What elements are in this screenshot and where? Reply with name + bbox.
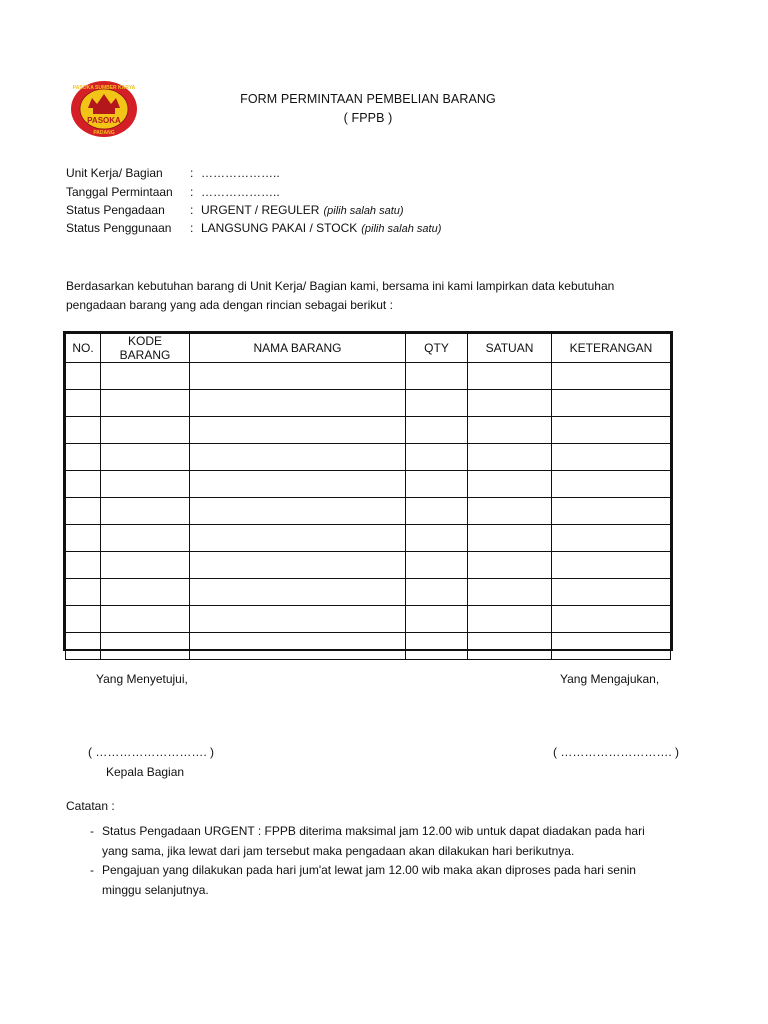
table-cell[interactable] xyxy=(468,552,552,579)
info-hint: (pilih salah satu) xyxy=(323,205,404,217)
table-cell[interactable] xyxy=(468,498,552,525)
notes-title: Catatan : xyxy=(66,799,115,813)
table-cell[interactable] xyxy=(101,390,190,417)
table-row xyxy=(66,525,671,552)
column-header-satuan: SATUAN xyxy=(468,334,552,363)
table-cell[interactable] xyxy=(406,633,468,660)
table-cell[interactable] xyxy=(468,525,552,552)
table-row xyxy=(66,390,671,417)
table-cell[interactable] xyxy=(66,390,101,417)
info-value-text: LANGSUNG PAKAI / STOCK xyxy=(201,221,358,235)
table-cell[interactable] xyxy=(406,552,468,579)
column-header-qty: QTY xyxy=(406,334,468,363)
table-cell[interactable] xyxy=(66,498,101,525)
requester-name-blank: ( ………………………. ) xyxy=(553,745,679,759)
table-cell[interactable] xyxy=(101,525,190,552)
form-subtitle: ( FPPB ) xyxy=(343,111,393,125)
table-cell[interactable] xyxy=(552,363,671,390)
table-cell[interactable] xyxy=(66,471,101,498)
table-body xyxy=(66,363,671,660)
table-cell[interactable] xyxy=(101,444,190,471)
info-label: Status Pengadaan xyxy=(66,203,165,217)
items-table-frame xyxy=(63,331,673,651)
table-row xyxy=(66,498,671,525)
table-cell[interactable] xyxy=(190,633,406,660)
note-line: Status Pengadaan URGENT : FPPB diterima maksimal jam 12.00 wib untuk dapat diadakan pada hari xyxy=(102,824,645,838)
table-cell[interactable] xyxy=(101,471,190,498)
table-cell[interactable] xyxy=(66,525,101,552)
table-row xyxy=(66,606,671,633)
table-cell[interactable] xyxy=(101,633,190,660)
table-cell[interactable] xyxy=(190,498,406,525)
table-cell[interactable] xyxy=(406,444,468,471)
note-text xyxy=(102,821,672,861)
table-cell[interactable] xyxy=(552,471,671,498)
table-cell[interactable] xyxy=(552,417,671,444)
table-header-row xyxy=(66,334,671,363)
table-row xyxy=(66,363,671,390)
info-hint: (pilih salah satu) xyxy=(361,223,442,235)
table-cell[interactable] xyxy=(468,633,552,660)
table-row xyxy=(66,471,671,498)
table-cell[interactable] xyxy=(66,444,101,471)
pasoka-logo xyxy=(70,80,138,138)
table-cell[interactable] xyxy=(468,417,552,444)
table-cell[interactable] xyxy=(190,417,406,444)
table-cell[interactable] xyxy=(101,552,190,579)
table-cell[interactable] xyxy=(101,417,190,444)
table-cell[interactable] xyxy=(468,579,552,606)
table-cell[interactable] xyxy=(66,552,101,579)
table-cell[interactable] xyxy=(552,552,671,579)
table-cell[interactable] xyxy=(552,498,671,525)
note-bullet: - xyxy=(90,863,94,877)
info-colon: : xyxy=(190,203,194,217)
table-row xyxy=(66,633,671,660)
info-label: Status Penggunaan xyxy=(66,221,172,235)
table-cell[interactable] xyxy=(406,498,468,525)
table-cell[interactable] xyxy=(552,579,671,606)
table-cell[interactable] xyxy=(406,606,468,633)
info-value-text: URGENT / REGULER xyxy=(201,203,320,217)
table-cell[interactable] xyxy=(406,471,468,498)
table-cell[interactable] xyxy=(468,606,552,633)
table-cell[interactable] xyxy=(406,579,468,606)
intro-line-1: Berdasarkan kebutuhan barang di Unit Kerja/ Bagian kami, bersama ini kami lampirkan data kebutuhan xyxy=(66,279,615,293)
note-text xyxy=(102,860,672,900)
table-cell[interactable] xyxy=(468,390,552,417)
column-header-nama: NAMA BARANG xyxy=(190,334,406,363)
form-title: FORM PERMINTAAN PEMBELIAN BARANG xyxy=(240,92,496,106)
table-cell[interactable] xyxy=(66,363,101,390)
table-cell[interactable] xyxy=(406,363,468,390)
requester-caption: Yang Mengajukan, xyxy=(560,672,660,686)
logo-ring-text: PASOKA SUMBER KARYA xyxy=(72,85,136,91)
table-cell[interactable] xyxy=(101,579,190,606)
table-cell[interactable] xyxy=(190,390,406,417)
approver-role: Kepala Bagian xyxy=(106,765,185,779)
info-colon: : xyxy=(190,185,194,199)
table-cell[interactable] xyxy=(468,471,552,498)
logo-sub-text: PADANG xyxy=(93,130,115,136)
table-cell[interactable] xyxy=(190,471,406,498)
intro-line-2: pengadaan barang yang ada dengan rincian sebagai berikut : xyxy=(66,298,393,312)
info-value: ……………….. xyxy=(201,166,280,180)
note-item xyxy=(90,860,680,900)
info-label: Tanggal Permintaan xyxy=(66,185,173,199)
table-cell[interactable] xyxy=(101,606,190,633)
column-header-kode: KODE BARANG xyxy=(101,334,190,363)
table-cell[interactable] xyxy=(190,552,406,579)
table-cell[interactable] xyxy=(101,363,190,390)
table-cell[interactable] xyxy=(190,444,406,471)
table-cell[interactable] xyxy=(552,444,671,471)
table-row xyxy=(66,579,671,606)
table-cell[interactable] xyxy=(552,525,671,552)
note-line: Pengajuan yang dilakukan pada hari jum'at lewat jam 12.00 wib maka akan diproses pada hari senin xyxy=(102,863,636,877)
info-value xyxy=(201,221,441,235)
table-cell[interactable] xyxy=(190,363,406,390)
table-cell[interactable] xyxy=(66,417,101,444)
info-value: ……………….. xyxy=(201,185,280,199)
table-row xyxy=(66,444,671,471)
table-cell[interactable] xyxy=(552,606,671,633)
logo-text: PASOKA xyxy=(87,116,121,125)
table-cell[interactable] xyxy=(66,606,101,633)
table-row xyxy=(66,417,671,444)
table-cell[interactable] xyxy=(406,525,468,552)
table-cell[interactable] xyxy=(66,579,101,606)
items-table xyxy=(65,333,671,660)
table-cell[interactable] xyxy=(552,633,671,660)
note-line: yang sama, jika lewat dari jam tersebut maka pengadaan akan dilakukan hari berikutnya. xyxy=(102,844,575,858)
table-cell[interactable] xyxy=(552,390,671,417)
table-cell[interactable] xyxy=(190,579,406,606)
info-colon: : xyxy=(190,166,194,180)
info-label: Unit Kerja/ Bagian xyxy=(66,166,163,180)
table-cell[interactable] xyxy=(468,363,552,390)
note-bullet: - xyxy=(90,824,94,838)
table-cell[interactable] xyxy=(66,633,101,660)
note-line: minggu selanjutnya. xyxy=(102,883,209,897)
info-value xyxy=(201,203,404,217)
table-cell[interactable] xyxy=(101,498,190,525)
approver-name-blank: ( ………………………. ) xyxy=(88,745,214,759)
info-colon: : xyxy=(190,221,194,235)
approver-caption: Yang Menyetujui, xyxy=(96,672,188,686)
column-header-no: NO. xyxy=(66,334,101,363)
table-cell[interactable] xyxy=(406,417,468,444)
column-header-keterangan: KETERANGAN xyxy=(552,334,671,363)
table-cell[interactable] xyxy=(468,444,552,471)
table-cell[interactable] xyxy=(190,606,406,633)
table-cell[interactable] xyxy=(190,525,406,552)
note-item xyxy=(90,821,680,861)
table-row xyxy=(66,552,671,579)
table-cell[interactable] xyxy=(406,390,468,417)
